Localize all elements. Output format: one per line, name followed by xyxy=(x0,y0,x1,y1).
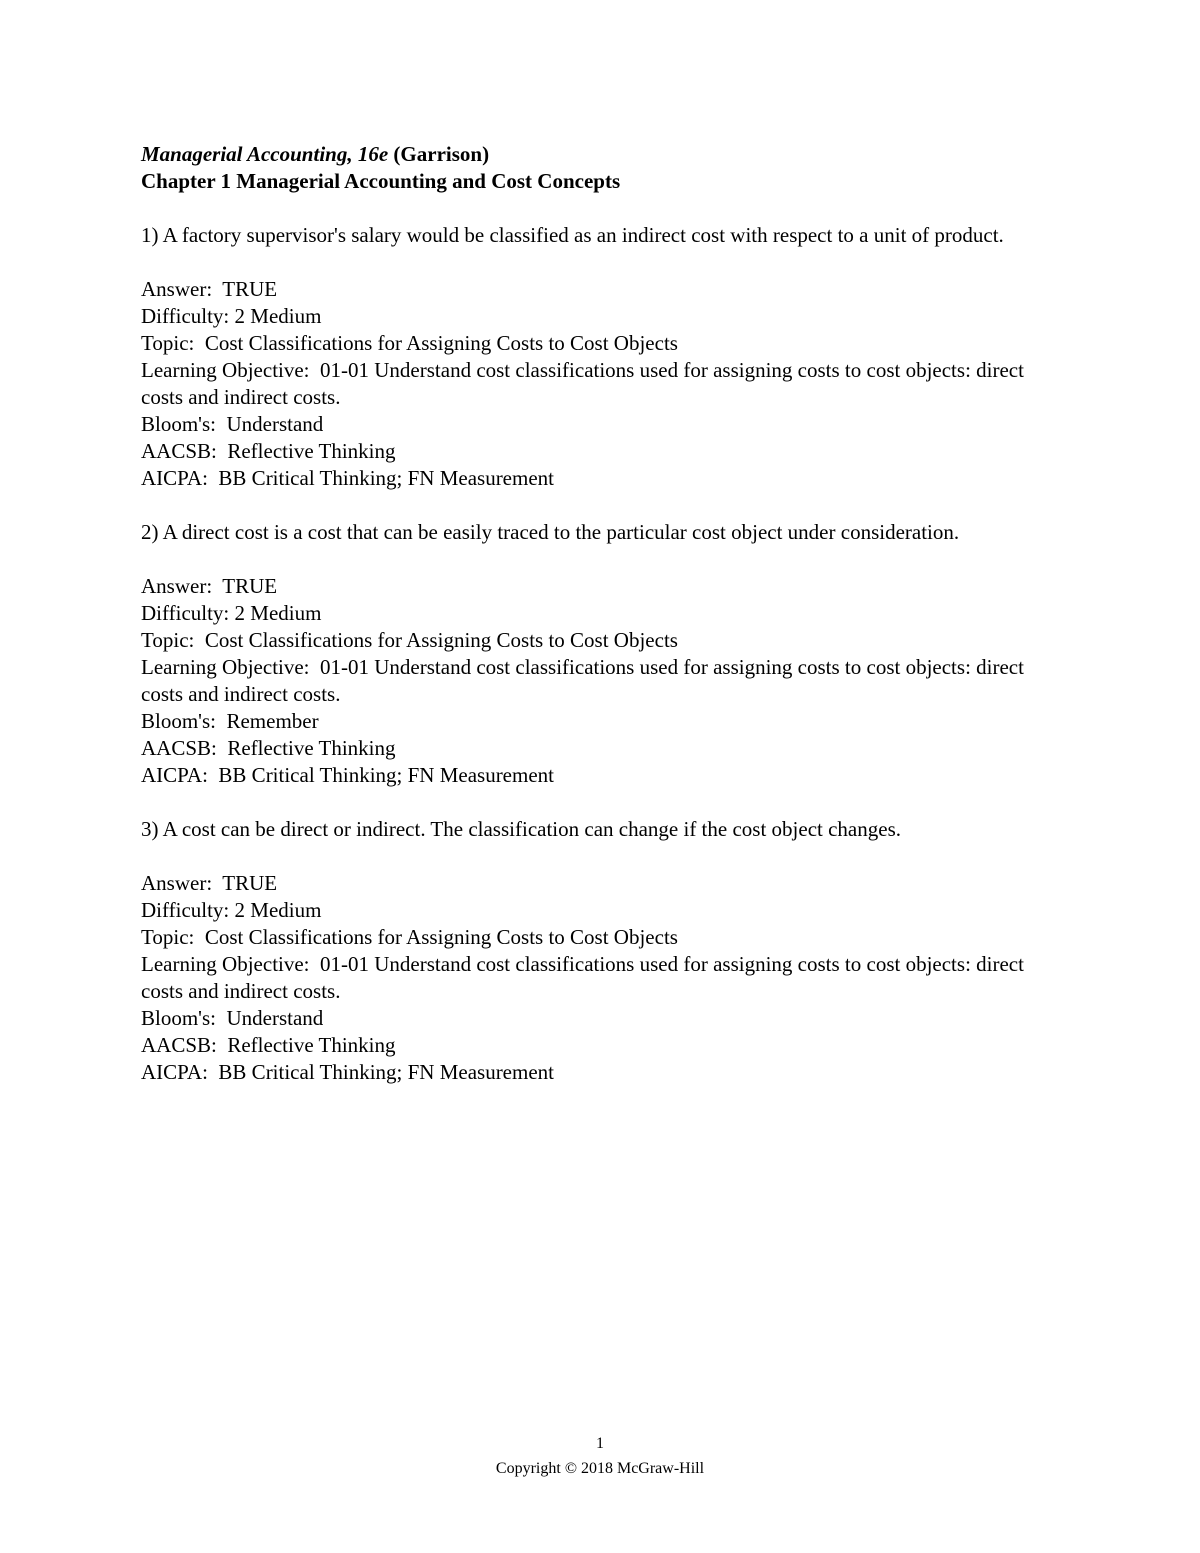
answer-line: Answer: TRUE xyxy=(141,277,278,301)
topic-line: Topic: Cost Classifications for Assigning Costs to Cost Objects xyxy=(141,628,678,652)
answer-line: Answer: TRUE xyxy=(141,871,278,895)
copyright-notice: Copyright © 2018 McGraw-Hill xyxy=(495,1460,705,1477)
aacsb-line: AACSB: Reflective Thinking xyxy=(141,439,396,463)
aacsb-line: AACSB: Reflective Thinking xyxy=(141,736,396,760)
book-header xyxy=(141,141,1061,168)
question-item xyxy=(141,519,1061,789)
blooms-line: Bloom's: Understand xyxy=(141,412,324,436)
difficulty-line: Difficulty: 2 Medium xyxy=(141,601,322,625)
aicpa-line: AICPA: BB Critical Thinking; FN Measurement xyxy=(141,1060,554,1084)
topic-line: Topic: Cost Classifications for Assigning Costs to Cost Objects xyxy=(141,925,678,949)
aicpa-line: AICPA: BB Critical Thinking; FN Measurement xyxy=(141,466,554,490)
blooms-line: Bloom's: Understand xyxy=(141,1006,324,1030)
book-title: Managerial Accounting, 16e xyxy=(141,142,389,166)
learning-objective-line: Learning Objective: 01-01 Understand cost classifications used for assigning costs to cost objects: direct costs and indirect costs. xyxy=(141,655,1030,706)
question-text: 2) A direct cost is a cost that can be easily traced to the particular cost object under consideration. xyxy=(141,520,960,544)
difficulty-line: Difficulty: 2 Medium xyxy=(141,898,322,922)
aacsb-line: AACSB: Reflective Thinking xyxy=(141,1033,396,1057)
topic-line: Topic: Cost Classifications for Assigning Costs to Cost Objects xyxy=(141,331,678,355)
learning-objective-line: Learning Objective: 01-01 Understand cost classifications used for assigning costs to cost objects: direct costs and indirect costs. xyxy=(141,358,1030,409)
question-text: 1) A factory supervisor's salary would be classified as an indirect cost with respect to a unit of product. xyxy=(141,223,1004,247)
question-text: 3) A cost can be direct or indirect. The classification can change if the cost object changes. xyxy=(141,817,901,841)
blooms-line: Bloom's: Remember xyxy=(141,709,319,733)
aicpa-line: AICPA: BB Critical Thinking; FN Measurement xyxy=(141,763,554,787)
book-author: (Garrison) xyxy=(388,142,490,166)
document-body xyxy=(141,141,1061,1113)
page-number: 1 xyxy=(596,1435,604,1452)
question-item xyxy=(141,816,1061,1086)
difficulty-line: Difficulty: 2 Medium xyxy=(141,304,322,328)
learning-objective-line: Learning Objective: 01-01 Understand cost classifications used for assigning costs to cost objects: direct costs and indirect costs. xyxy=(141,952,1030,1003)
answer-line: Answer: TRUE xyxy=(141,574,278,598)
chapter-title: Chapter 1 Managerial Accounting and Cost Concepts xyxy=(141,169,621,193)
question-item xyxy=(141,222,1061,492)
